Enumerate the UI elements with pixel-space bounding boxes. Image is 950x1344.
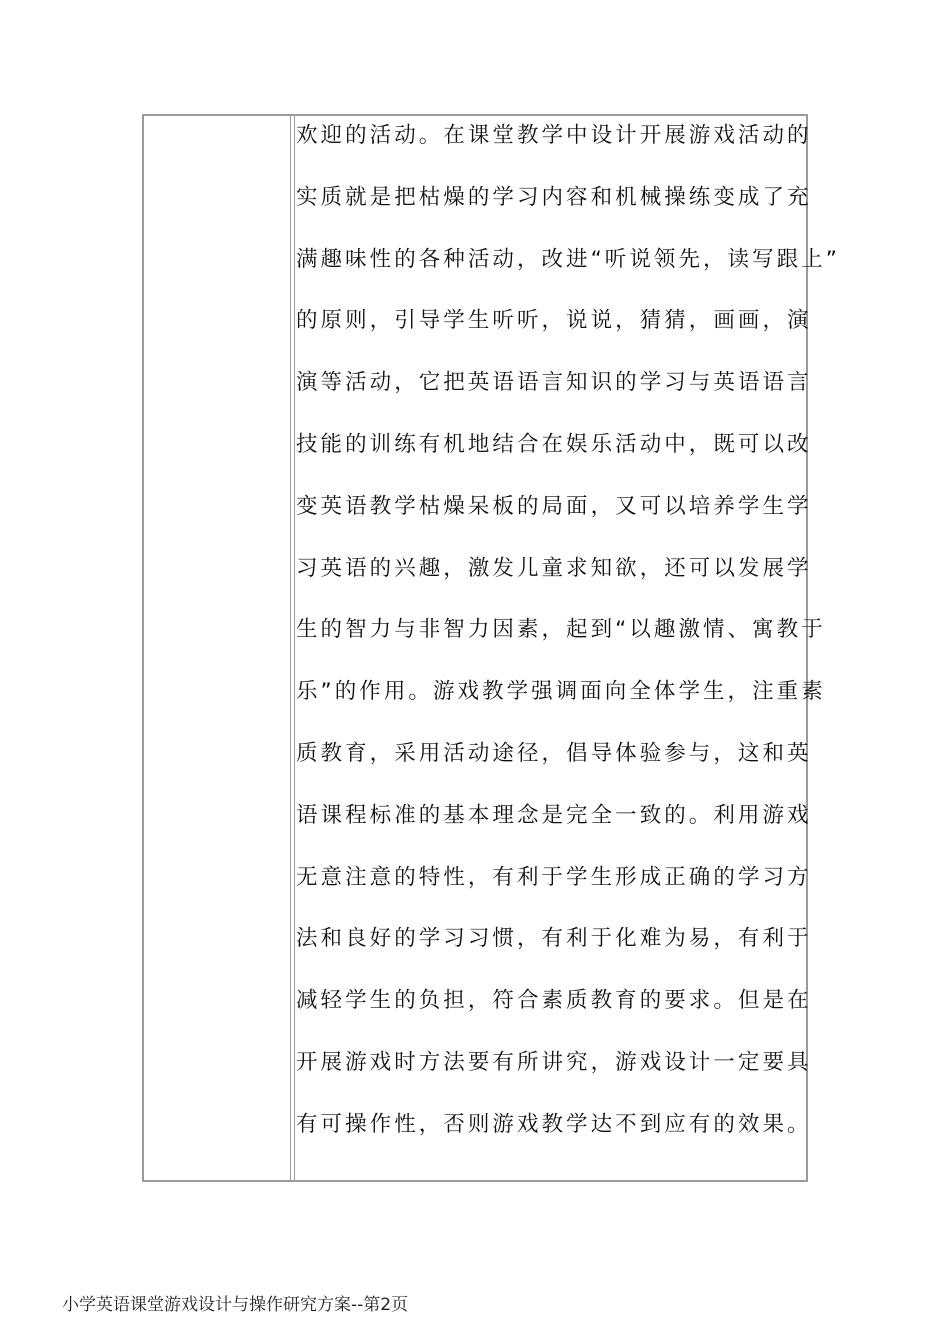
paragraph-line: 习英语的兴趣，激发儿童求知欲，还可以发展学 [296,555,812,581]
paragraph-line: 欢迎的活动。在课堂教学中设计开展游戏活动的 [296,123,812,148]
paragraph-line: 变英语教学枯燥呆板的局面，又可以培养学生学 [296,493,812,519]
paragraph-line: 乐”的作用。游戏教学强调面向全体学生，注重素 [296,679,826,705]
paragraph-line: 减轻学生的负担，符合素质教育的要求。但是在 [296,988,812,1014]
column-divider [290,116,291,1180]
paragraph-line: 开展游戏时方法要有所讲究，游戏设计一定要具 [296,1049,812,1075]
paragraph-line: 生的智力与非智力因素，起到“以趣激情、寓教于 [296,617,826,643]
table-left-cell [144,116,290,1180]
content-table [142,114,840,1182]
paragraph-line: 质教育，采用活动途径，倡导体验参与，这和英 [296,740,812,766]
paragraph-line: 实质就是把枯燥的学习内容和机械操练变成了充 [296,184,812,210]
paragraph-line: 满趣味性的各种活动，改进“听说领先，读写跟上” [296,246,840,272]
paragraph-line: 技能的训练有机地结合在娱乐活动中，既可以改 [296,431,812,457]
paragraph-line: 法和良好的学习习惯，有利于化难为易，有利于 [296,926,812,952]
paragraph-line: 的原则，引导学生听听，说说，猜猜，画画，演 [296,308,812,334]
paragraph-line: 语课程标准的基本理念是完全一致的。利用游戏 [296,802,812,828]
page-footer: 小学英语课堂游戏设计与操作研究方案--第2页 [62,1295,409,1315]
paragraph-line: 演等活动，它把英语语言知识的学习与英语语言 [296,370,812,396]
paragraph-line: 有可操作性，否则游戏教学达不到应有的效果。 [296,1111,812,1137]
column-divider-inner [294,116,295,1180]
paragraph-line: 无意注意的特性，有利于学生形成正确的学习方 [296,864,812,890]
table-text-cell [296,118,840,1169]
